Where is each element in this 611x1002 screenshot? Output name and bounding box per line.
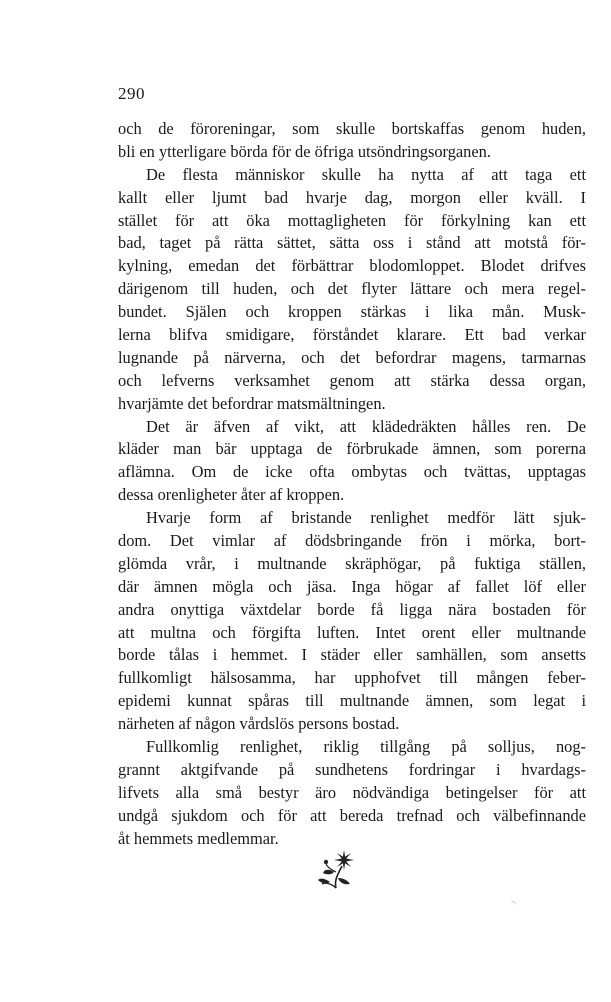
text-line: kläder man bär upptaga de förbrukade ämnen, som porerna xyxy=(118,439,586,459)
text-line: där ämnen mögla och jäsa. Inga högar af fallet löf eller xyxy=(118,576,586,596)
body-text xyxy=(118,118,586,851)
text-line: glömda vrår, i multnande skräphögar, på fuktiga ställen, xyxy=(118,553,586,573)
text-line: och de föroreningar, som skulle bortskaffas genom huden, xyxy=(118,119,586,138)
text-line: kylning, emedan det förbättrar blodomloppet. Blodet drifves xyxy=(118,256,586,276)
text-line: att multna och förgifta luften. Intet orent eller multnande xyxy=(118,622,586,642)
text-line: De flesta människor skulle ha nytta af att taga ett xyxy=(146,164,586,184)
text-line: närheten af någon vårdslös persons bostad. xyxy=(118,714,400,734)
text-line: lugnande på närverna, och det befordrar magens, tarmarnas xyxy=(118,347,586,367)
text-line: bad, taget på rätta sättet, sätta oss i stånd att motstå för- xyxy=(118,233,586,253)
text-line: Fullkomlig renlighet, riklig tillgång på solljus, nog- xyxy=(146,737,586,757)
page-number: 290 xyxy=(118,84,145,103)
flower-ornament-icon xyxy=(312,848,360,892)
text-line: och lefverns verksamhet genom att stärka dessa organ, xyxy=(118,370,586,390)
text-line: dessa orenligheter åter af kroppen. xyxy=(118,485,345,505)
text-line: dom. Det vimlar af dödsbringande frön i mörka, bort- xyxy=(118,531,586,551)
text-line: epidemi kunnat spåras till multnande ämnen, som legat i xyxy=(118,691,586,711)
text-line: aflämna. Om de icke ofta ombytas och tvättas, upptagas xyxy=(118,462,586,482)
text-line: kallt eller ljumt bad hvarje dag, morgon eller kväll. I xyxy=(118,187,586,207)
text-line: Det är äfven af vikt, att klädedräkten hålles ren. De xyxy=(146,416,586,436)
text-line: bundet. Själen och kroppen stärkas i lika mån. Musk- xyxy=(118,302,586,322)
text-line: hvarjämte det befordrar matsmältningen. xyxy=(118,393,386,413)
text-line: stället för att öka mottagligheten för förkylning kan ett xyxy=(118,210,586,230)
ink-speck xyxy=(509,898,519,906)
text-line: andra onyttiga växtdelar borde få ligga nära bostaden för xyxy=(118,599,586,619)
text-line: lerna blifva smidigare, förståndet klarare. Ett bad verkar xyxy=(118,325,586,345)
text-line: undgå sjukdom och för att bereda trefnad och välbefinnande xyxy=(118,805,586,825)
text-line: grannt aktgifvande på sundhetens fordringar i hvardags- xyxy=(118,759,586,779)
text-line: borde tålas i hemmet. I städer eller samhällen, som ansetts xyxy=(118,645,586,665)
text-line: Hvarje form af bristande renlighet medför lätt sjuk- xyxy=(146,508,586,528)
text-line: lifvets alla små bestyr äro nödvändiga betingelser för att xyxy=(118,782,586,802)
text-line: därigenom till huden, och det flyter lättare och mera regel- xyxy=(118,279,586,299)
text-line: åt hemmets medlemmar. xyxy=(118,828,279,848)
text-line: fullkomligt hälsosamma, har upphofvet till mången feber- xyxy=(118,668,586,688)
text-line: bli en ytterligare börda för de öfriga utsöndringsorganen. xyxy=(118,141,491,161)
